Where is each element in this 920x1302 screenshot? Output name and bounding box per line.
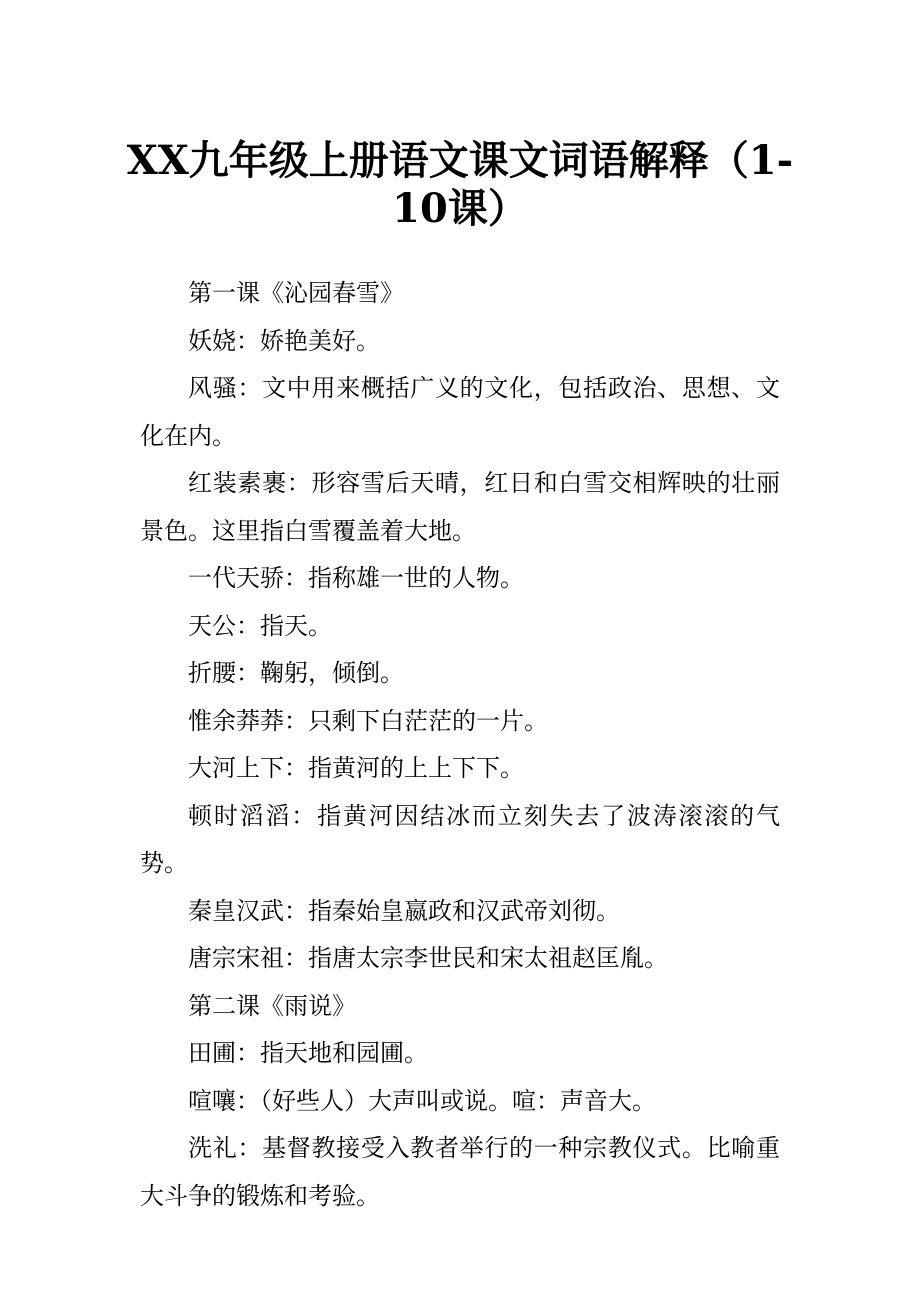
term-definition: 田圃：指天地和园圃。: [188, 1039, 428, 1067]
term-definition: 秦皇汉武：指秦始皇嬴政和汉武帝刘彻。: [188, 896, 620, 925]
term-definition: 妖娆：娇艳美好。: [188, 326, 380, 355]
term-definition: 大河上下：指黄河的上上下下。: [188, 754, 524, 782]
term-definition: 喧嚷：（好些人）大声叫或说。喧：声音大。: [188, 1086, 656, 1115]
lesson-heading: 第二课《雨说》: [188, 991, 356, 1020]
lesson-heading: 第一课《沁园春雪》: [188, 279, 404, 307]
term-definition: 一代天骄：指称雄一世的人物。: [188, 564, 524, 592]
term-definition: 惟余莽莽：只剩下白茫茫的一片。: [188, 706, 548, 735]
term-definition: 唐宗宋祖：指唐太宗李世民和宋太祖赵匡胤。: [188, 944, 668, 972]
term-definition: 红装素裹：形容雪后天晴，红日和白雪交相辉映的壮丽景色。这里指白雪覆盖着大地。: [140, 469, 780, 545]
term-definition: 洗礼：基督教接受入教者举行的一种宗教仪式。比喻重大斗争的锻炼和考验。: [140, 1134, 780, 1210]
term-definition: 风骚：文中用来概括广义的文化，包括政治、思想、文化在内。: [140, 374, 780, 450]
term-definition: 折腰：鞠躬，倾倒。: [188, 659, 404, 687]
term-definition: 天公：指天。: [188, 611, 332, 640]
document-body: [140, 270, 780, 1220]
term-definition: 顿时滔滔：指黄河因结冰而立刻失去了波涛滚滚的气势。: [140, 801, 780, 877]
document-title: XX九年级上册语文课文词语解释（1-10课）: [126, 136, 794, 232]
